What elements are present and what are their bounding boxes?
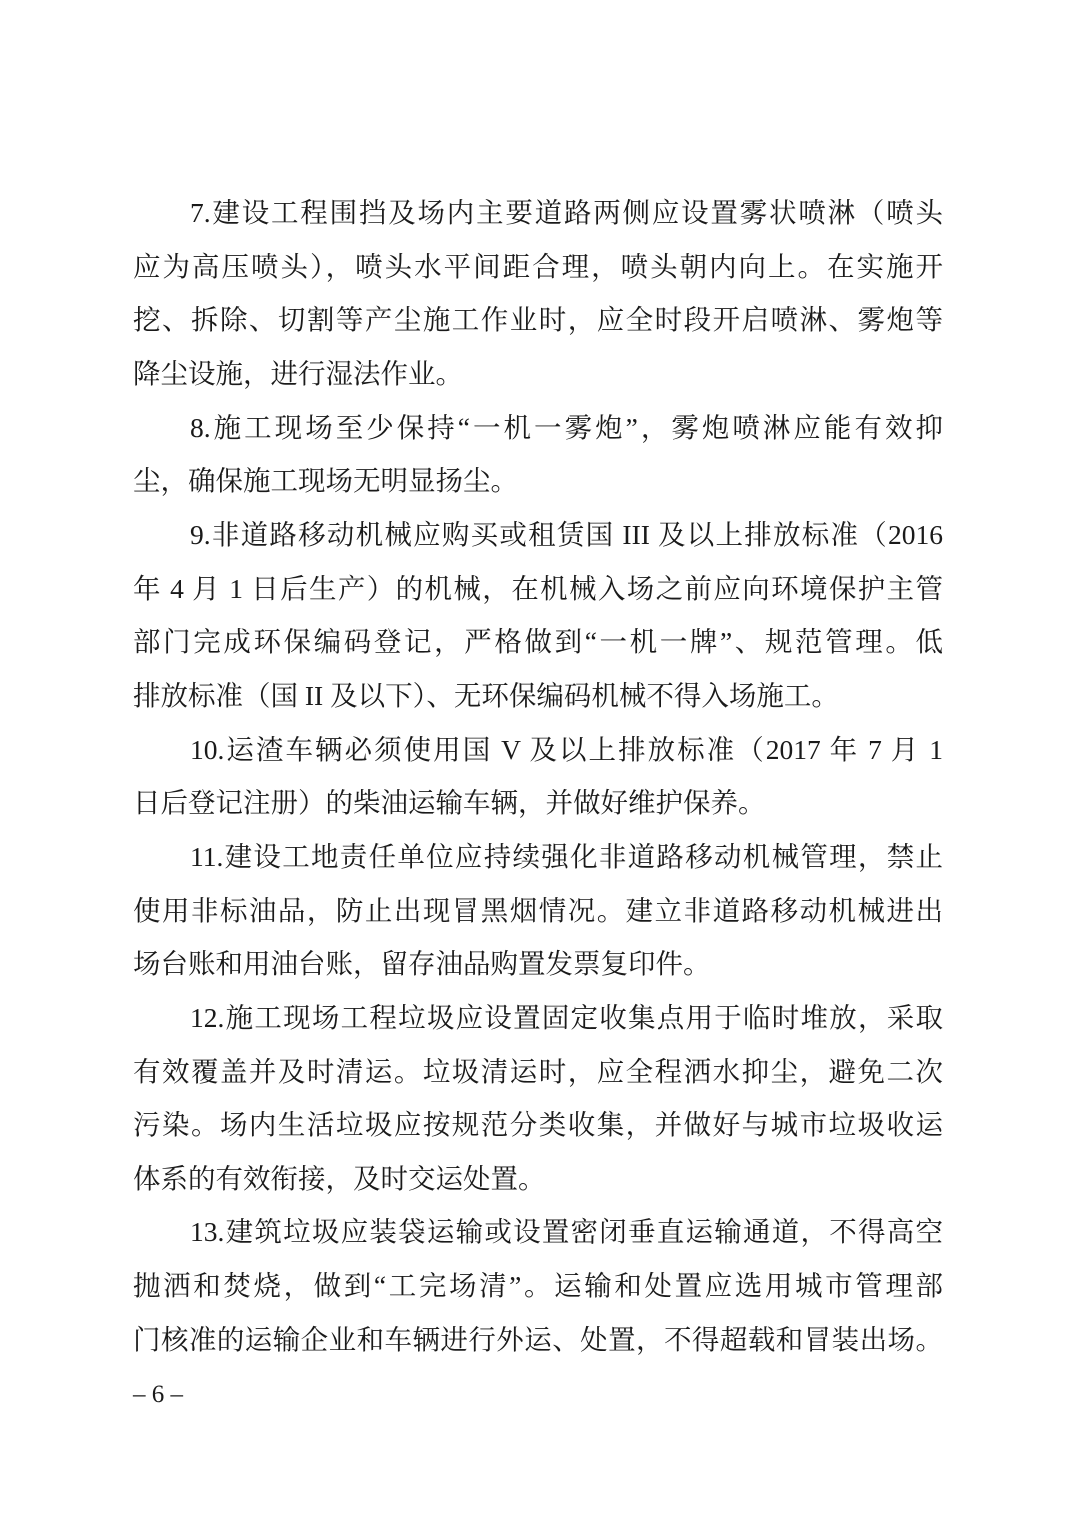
paragraph-13 xyxy=(133,1205,943,1366)
document-body xyxy=(133,186,943,1366)
text-line: 门核准的运输企业和车辆进行外运、处置，不得超载和冒装出场。 xyxy=(133,1323,943,1355)
text-line: 尘，确保施工现场无明显扬尘。 xyxy=(133,465,518,497)
text-line: 10.运渣车辆必须使用国 V 及以上排放标准（2017 年 7 月 1 xyxy=(190,733,943,765)
text-line: 场台账和用油台账，留存油品购置发票复印件。 xyxy=(133,948,711,980)
text-line: 排放标准（国 II 及以下）、无环保编码机械不得入场施工。 xyxy=(133,679,839,711)
page-number: – 6 – xyxy=(133,1381,183,1408)
text-line: 日后登记注册）的柴油运输车辆，并做好维护保养。 xyxy=(133,787,766,819)
paragraph-10 xyxy=(133,723,943,830)
paragraph-12 xyxy=(133,991,943,1206)
text-line: 抛洒和焚烧，做到“工完场清”。运输和处置应选用城市管理部 xyxy=(133,1270,943,1302)
text-line: 13.建筑垃圾应装袋运输或设置密闭垂直运输通道，不得高空 xyxy=(190,1216,943,1248)
paragraph-9 xyxy=(133,508,943,723)
text-line: 年 4 月 1 日后生产）的机械，在机械入场之前应向环境保护主管 xyxy=(133,572,943,604)
text-line: 9.非道路移动机械应购买或租赁国 III 及以上排放标准（2016 xyxy=(190,518,943,550)
text-line: 7.建设工程围挡及场内主要道路两侧应设置雾状喷淋（喷头 xyxy=(190,197,943,228)
text-line: 应为高压喷头），喷头水平间距合理，喷头朝内向上。在实施开 xyxy=(133,250,943,282)
text-line: 降尘设施，进行湿法作业。 xyxy=(133,357,463,389)
text-line: 8.施工现场至少保持“一机一雾炮”，雾炮喷淋应能有效抑 xyxy=(190,411,943,443)
text-line: 使用非标油品，防止出现冒黑烟情况。建立非道路移动机械进出 xyxy=(133,894,943,926)
paragraph-8 xyxy=(133,401,943,508)
text-line: 体系的有效衔接，及时交运处置。 xyxy=(133,1162,546,1194)
text-line: 部门完成环保编码登记，严格做到“一机一牌”、规范管理。低 xyxy=(133,626,943,658)
paragraph-7 xyxy=(133,186,943,401)
text-line: 挖、拆除、切割等产尘施工作业时，应全时段开启喷淋、雾炮等 xyxy=(133,304,943,336)
text-line: 11.建设工地责任单位应持续强化非道路移动机械管理，禁止 xyxy=(190,840,943,872)
text-line: 有效覆盖并及时清运。垃圾清运时，应全程洒水抑尘，避免二次 xyxy=(133,1055,943,1087)
text-line: 污染。场内生活垃圾应按规范分类收集，并做好与城市垃圾收运 xyxy=(133,1109,943,1141)
text-line: 12.施工现场工程垃圾应设置固定收集点用于临时堆放，采取 xyxy=(190,1001,943,1033)
paragraph-11 xyxy=(133,830,943,991)
